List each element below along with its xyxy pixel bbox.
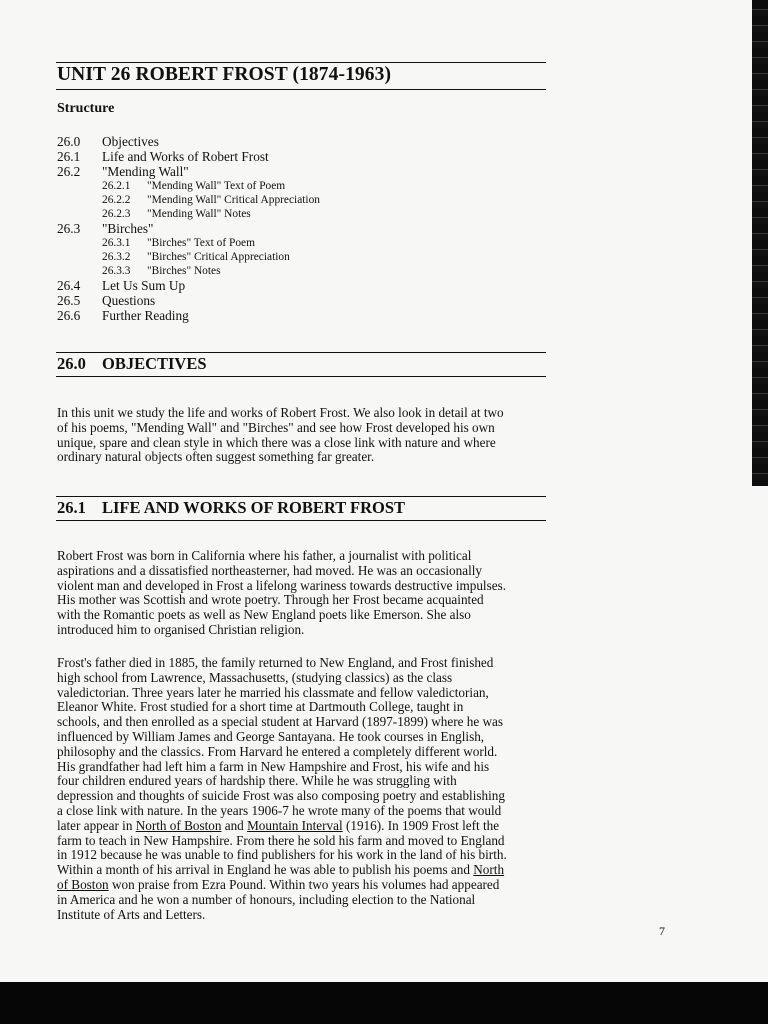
text-line: with the Romantic poets as well as New England poets like Emerson. She also: [57, 607, 471, 623]
toc-title: "Birches" Text of Poem: [147, 237, 255, 249]
objectives-rule-top: [56, 352, 546, 353]
section-title: OBJECTIVES: [102, 354, 207, 373]
text-line: Frost's father died in 1885, the family returned to New England, and Frost finished: [57, 655, 494, 670]
text-fragment: and: [221, 817, 248, 833]
toc-number: 26.4: [57, 278, 81, 293]
life-heading: [57, 498, 405, 518]
toc-number: 26.6: [57, 308, 81, 323]
life-paragraph-2: [57, 656, 545, 922]
toc-number: 26.3: [57, 221, 81, 236]
toc-title: Further Reading: [102, 308, 189, 323]
text-line: of his poems, "Mending Wall" and "Birches" and see how Frost developed his own: [57, 419, 495, 435]
toc-subentry: [57, 193, 537, 207]
book-title-mountain-interval: Mountain Interval: [247, 817, 343, 833]
book-title-north-of-boston: North of Boston: [135, 817, 222, 833]
text-line: introduced him to organised Christian religion.: [57, 621, 305, 637]
toc-title: "Mending Wall" Critical Appreciation: [147, 194, 320, 206]
toc-number: 26.5: [57, 293, 81, 308]
section-number: 26.1: [57, 498, 86, 517]
book-title-north-of-boston: of Boston: [57, 876, 109, 892]
life-paragraph-1: [57, 549, 545, 638]
objectives-paragraph: [57, 406, 545, 465]
toc-number: 26.3.2: [102, 251, 131, 263]
table-of-contents: [57, 134, 537, 323]
text-line: in 1912 because he was unable to find publishers for his work in the land of his birth.: [57, 847, 507, 863]
toc-number: 26.1: [57, 149, 81, 164]
text-line: valedictorian. Three years later he married his classmate and fellow valedictorian,: [57, 684, 489, 700]
text-line: philosophy and the classics. From Harvard he entered a completely different world.: [57, 743, 498, 759]
objectives-heading: [57, 354, 207, 374]
toc-entry: [57, 293, 537, 308]
text-line: high school from Lawrence, Massachusetts, (studying classics) as the class: [57, 669, 453, 685]
text-line: depression and thoughts of suicide Frost was also composing poetry and establishing: [57, 788, 505, 804]
toc-number: 26.3.1: [102, 237, 131, 249]
title-rule-top: [56, 62, 546, 63]
toc-number: 26.0: [57, 134, 81, 149]
toc-subentry: [57, 236, 537, 250]
text-line: [57, 878, 545, 893]
toc-number: 26.2.2: [102, 194, 131, 206]
text-line: ordinary natural objects often suggest something far greater.: [57, 449, 375, 465]
toc-title: "Mending Wall" Text of Poem: [147, 180, 286, 192]
toc-entry: [57, 164, 537, 179]
structure-label: Structure: [57, 101, 115, 116]
text-line: Robert Frost was born in California where his father, a journalist with political: [57, 548, 472, 563]
toc-entry: [57, 134, 537, 149]
toc-title: Objectives: [102, 134, 159, 149]
toc-entry: [57, 149, 537, 164]
toc-entry: [57, 278, 537, 293]
scan-edge-strip: [752, 0, 768, 486]
text-line: In this unit we study the life and works of Robert Frost. We also look in detail at two: [57, 405, 504, 420]
toc-number: 26.3.3: [102, 265, 131, 277]
text-line: farm to teach in New Hampshire. From there he sold his farm and moved to England: [57, 832, 505, 848]
section-number: 26.0: [57, 354, 86, 373]
page-number: 7: [659, 924, 665, 938]
toc-title: Let Us Sum Up: [102, 278, 186, 293]
text-fragment: won praise from Ezra Pound. Within two years his volumes had appeared: [108, 876, 500, 892]
text-line: Eleanor White. Frost studied for a short time at Dartmouth College, taught in: [57, 699, 464, 715]
toc-title: Life and Works of Robert Frost: [102, 149, 269, 164]
scan-bottom-bar: [0, 982, 768, 1024]
book-title-north-of-boston: North: [473, 862, 505, 878]
text-line: violent man and developed in Frost a lifelong wariness towards destructive impulses.: [57, 577, 507, 593]
life-rule-bottom: [56, 520, 546, 521]
toc-subentry: [57, 207, 537, 221]
toc-title: "Birches" Critical Appreciation: [147, 251, 290, 263]
text-line: aspirations and a dissatisfied northeasterner, had moved. He was an occasionally: [57, 562, 483, 578]
text-line: unique, spare and clean style in which there was a close link with nature and where: [57, 434, 496, 450]
toc-entry: [57, 308, 537, 323]
text-fragment: (1916). In 1909 Frost left the: [342, 817, 500, 833]
text-line: a close link with nature. In the years 1906-7 he wrote many of the poems that would: [57, 802, 502, 818]
text-fragment: later appear in: [57, 817, 136, 833]
text-line: four children endured years of hardship there. While he was struggling with: [57, 773, 457, 789]
unit-title: UNIT 26 ROBERT FROST (1874-1963): [57, 64, 392, 85]
toc-title: "Birches": [102, 221, 154, 236]
text-line: His mother was Scottish and wrote poetry. Through her Frost became acquainted: [57, 592, 484, 608]
text-line: in America and he won a number of honours, including election to the National: [57, 891, 476, 907]
toc-title: Questions: [102, 293, 156, 308]
toc-subentry: [57, 179, 537, 193]
life-rule-top: [56, 496, 546, 497]
text-line: [57, 863, 545, 878]
toc-entry: [57, 221, 537, 236]
text-fragment: Within a month of his arrival in England he was able to publish his poems and: [57, 862, 474, 878]
toc-title: "Birches" Notes: [147, 265, 221, 277]
text-line: schools, and then enrolled as a special student at Harvard (1897-1899) where he was: [57, 714, 504, 730]
toc-subentry: [57, 250, 537, 264]
text-line: Institute of Arts and Letters.: [57, 906, 206, 922]
text-line: influenced by William James and George Santayana. He took courses in English,: [57, 728, 485, 744]
toc-number: 26.2.3: [102, 208, 131, 220]
toc-title: "Mending Wall": [102, 164, 189, 179]
objectives-rule-bottom: [56, 376, 546, 377]
toc-subentry: [57, 264, 537, 278]
title-rule-bottom: [56, 89, 546, 90]
text-line: [57, 819, 545, 834]
section-title: LIFE AND WORKS OF ROBERT FROST: [102, 498, 406, 517]
toc-number: 26.2.1: [102, 180, 131, 192]
toc-number: 26.2: [57, 164, 81, 179]
text-line: His grandfather had left him a farm in New Hampshire and Frost, his wife and his: [57, 758, 490, 774]
toc-title: "Mending Wall" Notes: [147, 208, 251, 220]
